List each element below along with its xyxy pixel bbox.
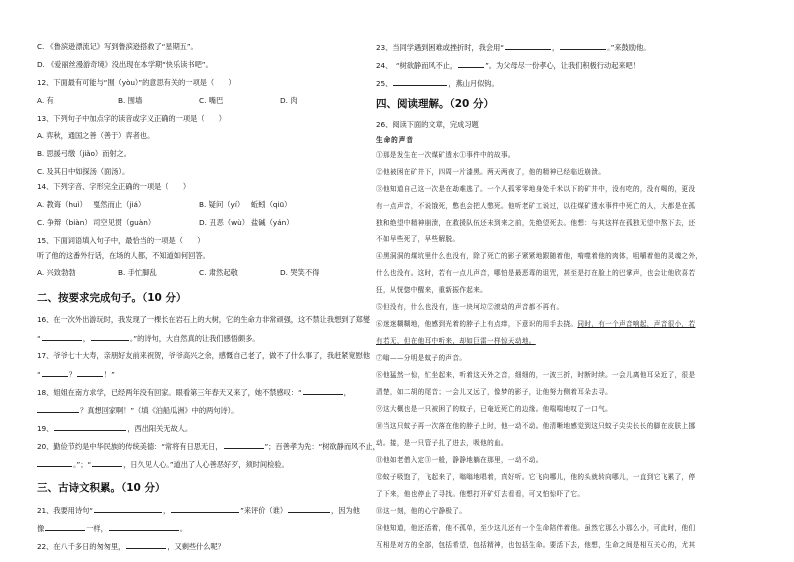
q16-tail: 。”的诗句，大自然真的让我们感悟颇多。 [129,334,260,343]
q17-tail: ！” [103,370,115,379]
q15-option-b: B. 手忙脚乱 [118,268,157,277]
q16-open-quote: “ [37,334,41,343]
section-4-heading: 四、阅读理解。（20 分） [376,98,495,110]
q15-option-d: D. 哭笑不得 [280,268,320,277]
q17-blank-1[interactable] [42,369,68,377]
passage-line: 不如早些死了，早些解脱。 [376,235,460,243]
q14-option-b1: B. 疑问（yí） [199,200,245,209]
q18-blank-2[interactable] [37,405,79,413]
q19-line [37,423,192,433]
q25-tail: ，燕山月似钩。 [448,79,499,88]
q22-blank[interactable] [126,541,166,549]
q12-option-d: D. 肉 [280,96,298,105]
q12-option-b: B. 围墙 [118,96,143,105]
q21-like: 像 [37,524,45,533]
q20-line1 [37,441,380,451]
q18-text: 18、姐姐在南方求学，已经两年没有回家。眼看第三年春天又来了，她不禁感叹：“ [37,388,302,397]
q15-stem: 15、下面词语填入句子中，最恰当的一项是（ ） [37,236,205,245]
passage-line: 有一点声音，不说饿死，憋也会把人憋死。他听老矿工说过，以往煤矿透水事件中死亡的人，大都是在孤 [376,202,696,210]
q25-blank[interactable] [393,78,447,86]
q20-text: 20、勤俭节约是中华民族的传统美德：“常将有日思无日， [37,442,223,451]
q14-option-c1: C. 争辩（biàn） [37,218,92,227]
q22-tail: ，又剩些什么呢？ [167,542,225,551]
q21-blank-1[interactable] [94,505,162,513]
q17-line2 [37,369,115,379]
q20-blank-1[interactable] [224,441,264,449]
q23-blank-2[interactable] [560,42,606,50]
section-2-heading: 二、按要求完成句子。（10 分） [37,292,187,304]
passage-line: 清楚，如二胡的尾音；一会儿又远了，像梦的影子，让他努力侧着耳朵去寻。 [376,388,613,396]
q18-line2 [37,405,238,415]
q21-line1 [37,505,360,515]
q15-option-a: A. 兴致勃勃 [37,268,76,277]
q16-comma: ， [82,334,90,343]
q14-option-a1: A. 教诲（huì） [37,200,87,209]
q20-text-2: ”；百善孝为先：“树欲静而风不止， [264,442,380,451]
q16-line1: 16、在一次外出游玩时，我发现了一棵长在岩石上的大树，它的生命力非常顽强，这不禁让我想到了郑燮 [37,315,370,324]
q23-text: 23、当同学遇到困难或挫折时，我会用“ [376,43,504,52]
q21-text: 21、我要用诗句“ [37,506,93,515]
q23-line [376,42,650,52]
q14-option-a2: 戛然而止（jiá） [93,200,146,209]
passage-p6-line2: 有若无，但在他耳中听来，却如巨雷一样惊天动地。 [376,337,536,345]
q17-open-quote: “ [37,370,41,379]
q17-question-mark: ？ [68,370,76,379]
q21-blank-4[interactable] [45,523,85,531]
q23-comma: ， [551,43,560,52]
passage-line: 狂，从恍惚中醒来，重新振作起来。 [376,286,488,294]
q17-line1: 17、爷爷七十大寿，亲朋好友前来祝贺，爷爷高兴之余，感慨自己老了，做不了什么事了，我赶紧宽慰他 [37,351,370,360]
q23-blank-1[interactable] [505,42,551,50]
passage-line: ④黑洞洞的煤坑里什么也没有，除了死亡的影子紧紧地跟随着他，啃噬着他的肉体，咀嚼着他的灵魂之外， [376,252,703,260]
q12-stem: 12、下面最有可能与“囿（yòu）”的意思有关的一项是（ ） [37,78,236,87]
q22-text: 22、在八千多日的匆匆里， [37,542,126,551]
passage-line: ②他被困在矿井下，四周一片漆黑。两天两夜了，他的精神已经临近崩溃。 [376,168,606,176]
q18-tail: ？真想回家啊！”（填《泊船瓜洲》中的两句诗）。 [80,406,239,415]
q15-sentence: 听了他的这番外行话，在场的人都，不知道如何回答。 [37,251,210,260]
q24-line [376,60,640,70]
passage-p6-underlined: 同时，有一个声音响起，声音很小，若 [577,320,696,328]
q14-option-d1: D. 丑恶（wù） [199,218,250,227]
q24-text: 24、 “树欲静而风不止， [376,61,458,70]
passage-line: ①那是发生在一次煤矿透水①事件中的故事。 [376,151,515,159]
q21-line2 [37,523,187,533]
q13-option-c: C. 及其日中如探汤（面汤）。 [37,167,130,176]
q21-blank-2[interactable] [171,505,239,513]
q13-option-a: A. 弈秋，通国之善（善于）弈者也。 [37,131,155,140]
q18-comma: ， [343,388,351,397]
passage-line: ⑨这大概也是一只被困了的蚊子，已奄近死亡的边缘。他喘喘地叹了一口气。 [376,405,613,413]
passage-line: ⑧他猛然一惊，忙坐起来，听着这天外之音，细细的，一波三折，时断时续。一会儿离他耳朵近了，很是 [376,371,696,379]
q20-blank-3[interactable] [92,459,122,467]
q15-option-c: C. 肃然起敬 [199,268,238,277]
q13-stem: 13、下列句子中加点字的读音或字义正确的一项是（ ） [37,114,227,123]
q12-option-c: C. 嘴巴 [199,96,224,105]
q24-tail: ”。为父母尽一份孝心，让我们积极行动起来吧！ [485,61,640,70]
passage-line: ⑪他如老僧入定③一般，静静地躺在那里，一动不动。 [376,456,543,464]
passage-line: ⑬这一刻，他的心宁静极了。 [376,507,467,515]
q26-stem: 26、阅读下面的文章，完成习题 [376,120,479,129]
q11-option-d: D. 《爱丽丝漫游奇境》没出现在本学期“快乐读书吧”。 [37,60,213,69]
q25-line [376,78,499,88]
passage-line: ③他知道自己这一次是在劫难逃了。一个人孤零零地身处千米以下的矿井中，没有吃的，没有喝的，更没 [376,185,696,193]
q24-blank[interactable] [458,60,484,68]
q25-number: 25、 [376,79,393,88]
passage-line: 独和绝望中精神崩溃，在救援队伍还未到来之前，先绝望死去。他想：与其这样在孤独无望中熬下去，还 [376,219,696,227]
q20-blank-2[interactable] [37,459,72,467]
q16-blank-1[interactable] [42,333,82,341]
q19-tail: ，西出阳关无故人。 [127,424,193,433]
q22-line [37,541,225,551]
q20-tail: ，日久见人心。”道出了人心善恶好歹，须时间检验。 [123,460,289,469]
q23-tail: 。”来鼓励他。 [607,43,651,52]
passage-line: 动。接，是一只管子扎了进去，吸他的血。 [376,439,508,447]
q21-period: 。 [179,524,187,533]
passage-line: 什么也没有。这时，若有一点儿声音，哪怕是最恶毒的诅咒，甚至是打在脸上的巴掌声，也会让他欣喜若 [376,269,696,277]
passage-title: 生命的声音 [376,136,414,144]
q16-blank-2[interactable] [91,333,129,341]
passage-line: ⑭他知道，他还活着，他不孤单，至少这儿还有一个生命陪伴着他。虽然它那么小那么小，可此时，他们 [376,524,696,532]
q13-option-b: B. 思援弓缴（jiǎo）而射之。 [37,149,131,158]
q21-comma: ， [162,506,171,515]
q21-blank-5[interactable] [109,523,179,531]
q11-option-c: C. 《鲁滨逊漂流记》写到鲁滨逊搭救了“星期五”。 [37,42,198,51]
q18-blank-1[interactable] [303,387,343,395]
q20-line2 [37,459,289,469]
q19-blank[interactable] [54,423,126,431]
q19-number: 19、 [37,424,54,433]
q21-text-3: ，因为他 [331,506,360,515]
q14-stem: 14、下列字音、字形完全正确的一项是（ ） [37,182,191,191]
passage-p6-line1 [376,320,695,328]
passage-line: ⑫蚊子吸饱了，飞起来了，嗡嗡地唱着，真好听。它飞向哪儿，他的头就转向哪儿，一直到它飞累了，停 [376,473,696,481]
q14-option-c2: 司空见贯（guàn） [93,218,156,227]
q18-line1 [37,387,351,397]
passage-line: 互相是对方的全部，包括希望，包括精神，也包括生命。要活下去，他想，生命之间是相互关心的，尤其 [376,541,696,549]
q21-text-4: 一样， [86,524,108,533]
passage-line: ⑩当这只蚊子再一次落在他的脖子上时，他一动不动。他清晰地感觉到这只蚊子尖尖长长的脚在皮肤上挪 [376,422,696,430]
passage-line: ⑦嗡——分明是蚊子的声音。 [376,354,467,362]
q20-mid: 。”；“ [73,460,92,469]
q14-option-b2: 蚯蚓（qiū） [251,200,292,209]
q16-line2 [37,333,259,343]
passage-p6-text: ⑥迷迷糊糊地，他感到光着的脖子上有点痒，下意识的用手去挠。 [376,320,578,328]
passage-line: 了下来，他也停止了寻找。他想打开矿灯去看看，可又怕惊吓了它。 [376,490,585,498]
q21-blank-3[interactable] [288,505,330,513]
q17-blank-2[interactable] [77,369,103,377]
q12-option-a: A. 有 [37,96,54,105]
section-3-heading: 三、古诗文积累。（10 分） [37,482,166,494]
q21-text-2: ”来评价（谁） [240,506,288,515]
passage-line: ⑤但没有，什么也没有，连一块坷垃②滚动的声音都不再有。 [376,303,564,311]
q14-option-d2: 盐碱（yán） [251,218,294,227]
